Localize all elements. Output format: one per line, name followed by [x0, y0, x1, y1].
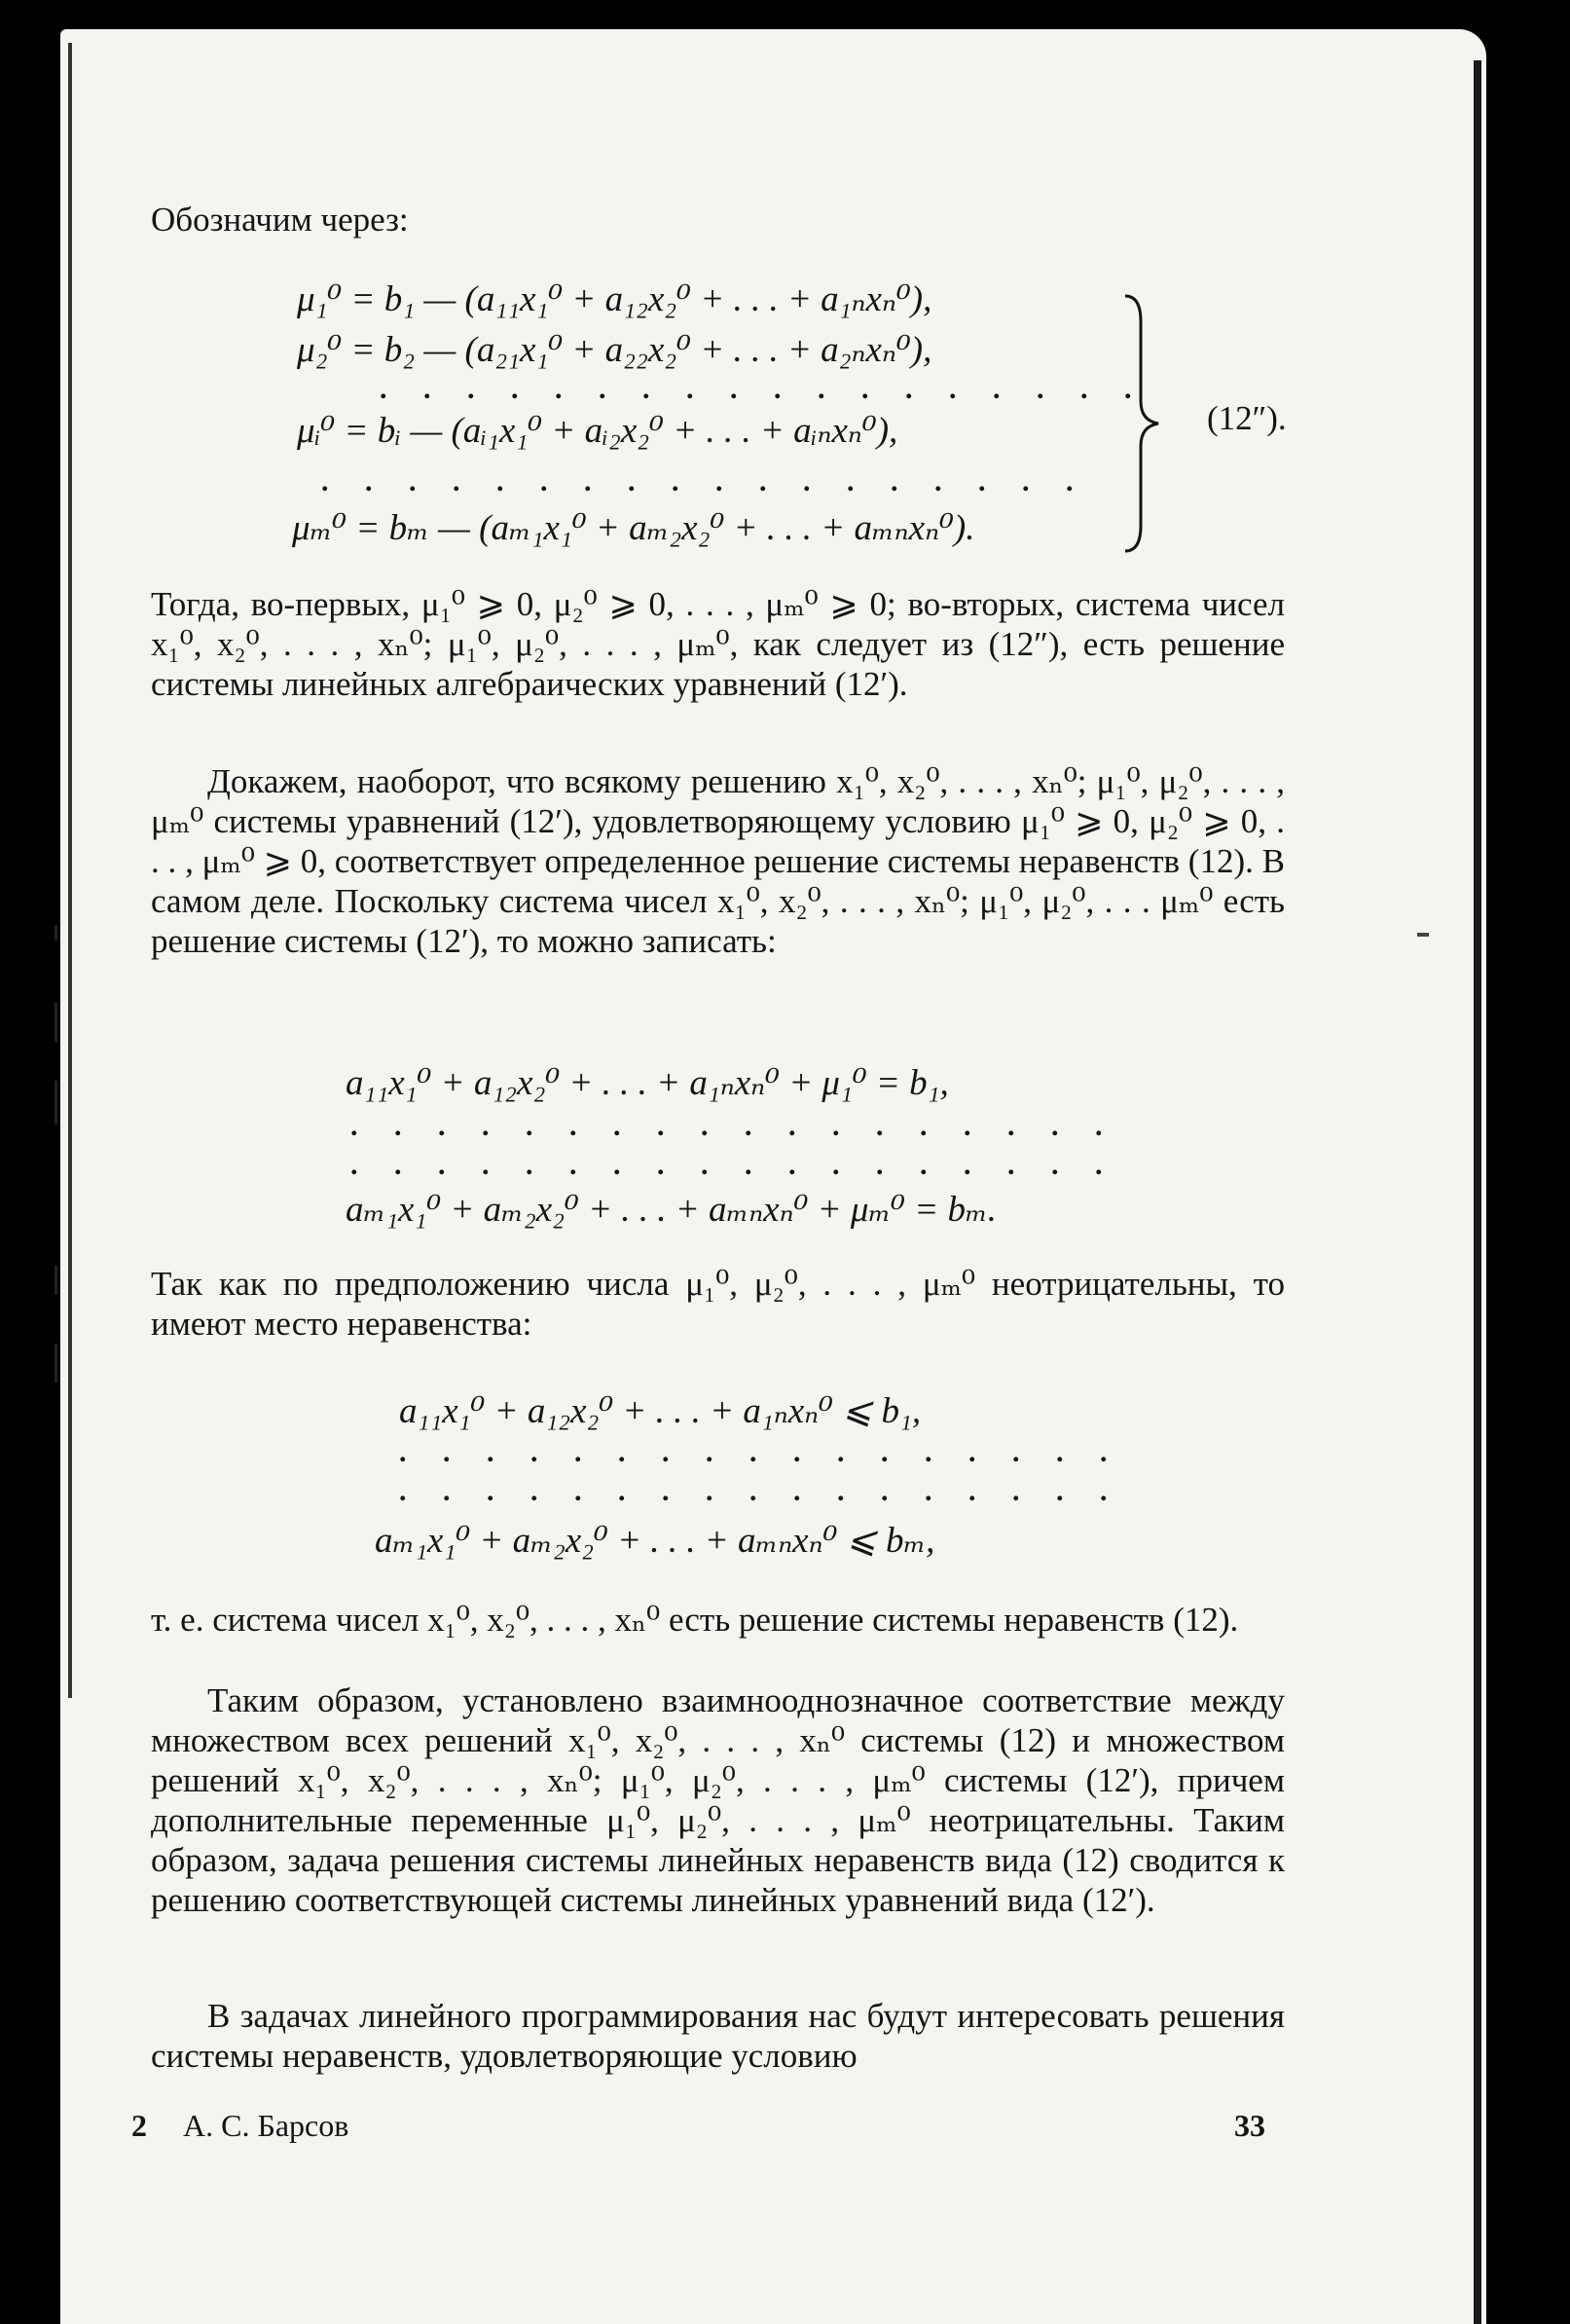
- ellipsis-row: . . . . . . . . . . . . . . . . . .: [321, 465, 1088, 498]
- intro-text: Обозначим через:: [151, 201, 409, 239]
- equation-line: μₘ⁰ = bₘ — (aₘ₁x₁⁰ + aₘ₂x₂⁰ + . . . + aₘₙxₙ⁰).: [292, 508, 975, 548]
- margin-mark: [55, 1266, 57, 1295]
- paragraph: Так как по предположению числа μ₁⁰, μ₂⁰, . . . , μₘ⁰ неотрицательны, то имеют место неравенства:: [151, 1265, 1285, 1343]
- equation-line: a₁₁x₁⁰ + a₁₂x₂⁰ + . . . + a₁ₙxₙ⁰ + μ₁⁰ = b₁,: [346, 1063, 949, 1103]
- ellipsis-row: . . . . . . . . . . . . . . . . . .: [380, 373, 1147, 405]
- equation-number: (12″).: [1207, 399, 1287, 437]
- paragraph: Таким образом, установлено взаимнооднозначное соответствие между множеством всех решений x₁⁰, x₂⁰, . . . , xₙ⁰ системы (12) и множеством решений x₁⁰, x₂⁰, . . . , xₙ⁰; μ₁⁰, μ₂⁰, . . . , μₘ⁰ системы (12′), причем дополнительные переменные μ₁⁰, μ₂⁰, . . . , μₘ⁰ неотрицательны. Таким образом, задача решения системы линейных неравенств вида (12) сводится к решению соответствующей системы линейных уравнений вида (12′).: [151, 1681, 1285, 1919]
- inequality-line: a₁₁x₁⁰ + a₁₂x₂⁰ + . . . + a₁ₙxₙ⁰ ⩽ b₁,: [399, 1391, 922, 1431]
- margin-mark: [55, 925, 57, 941]
- page-left-edge: [68, 43, 72, 1698]
- equation-line: μᵢ⁰ = bᵢ — (aᵢ₁x₁⁰ + aᵢ₂x₂⁰ + . . . + aᵢₙxₙ⁰),: [297, 411, 898, 451]
- scan-smudge: [1417, 933, 1429, 937]
- paragraph: т. е. система чисел x₁⁰, x₂⁰, . . . , xₙ⁰ есть решение системы неравенств (12).: [151, 1601, 1239, 1639]
- ellipsis-row: . . . . . . . . . . . . . . . . .: [399, 1475, 1122, 1507]
- paragraph: В задачах линейного программирования нас будут интересовать решения системы неравенств, удовлетворяющие условию: [151, 1997, 1285, 2075]
- ellipsis-row: . . . . . . . . . . . . . . . . . .: [350, 1110, 1117, 1142]
- ellipsis-row: . . . . . . . . . . . . . . . . .: [399, 1436, 1122, 1468]
- ellipsis-row: . . . . . . . . . . . . . . . . . .: [350, 1149, 1117, 1181]
- sheet-signature: 2: [131, 2108, 147, 2143]
- margin-mark: [55, 1081, 57, 1125]
- inequality-line: aₘ₁x₁⁰ + aₘ₂x₂⁰ + . . . + aₘₙxₙ⁰ ⩽ bₘ,: [375, 1521, 935, 1561]
- paragraph: Докажем, наоборот, что всякому решению x₁⁰, x₂⁰, . . . , xₙ⁰; μ₁⁰, μ₂⁰, . . . , μₘ⁰ системы уравнений (12′), удовлетворяющему условию μ₁⁰ ⩾ 0, μ₂⁰ ⩾ 0, . . . , μₘ⁰ ⩾ 0, соответствует определенное решение системы неравенств (12). В самом деле. Поскольку система чисел x₁⁰, x₂⁰, . . . , xₙ⁰; μ₁⁰, μ₂⁰, . . . μₘ⁰ есть решение системы (12′), то можно записать:: [151, 762, 1285, 960]
- page-right-edge: [1474, 60, 1481, 2324]
- margin-mark: [55, 1003, 57, 1042]
- author-name: А. С. Барсов: [183, 2108, 349, 2143]
- equation-line: μ₁⁰ = b₁ — (a₁₁x₁⁰ + a₁₂x₂⁰ + . . . + a₁ₙxₙ⁰),: [297, 279, 932, 319]
- paragraph: Тогда, во-первых, μ₁⁰ ⩾ 0, μ₂⁰ ⩾ 0, . . . , μₘ⁰ ⩾ 0; во-вторых, система чисел x₁⁰, x₂⁰, . . . , xₙ⁰; μ₁⁰, μ₂⁰, . . . , μₘ⁰, как следует из (12″), есть решение системы линейных алгебраических уравнений (12′).: [151, 585, 1285, 703]
- margin-mark: [55, 1344, 57, 1383]
- right-brace: [1121, 292, 1180, 555]
- page-number: 33: [1234, 2108, 1265, 2143]
- equation-line: aₘ₁x₁⁰ + aₘ₂x₂⁰ + . . . + aₘₙxₙ⁰ + μₘ⁰ = bₘ.: [346, 1190, 997, 1230]
- equation-line: μ₂⁰ = b₂ — (a₂₁x₁⁰ + a₂₂x₂⁰ + . . . + a₂ₙxₙ⁰),: [297, 330, 932, 370]
